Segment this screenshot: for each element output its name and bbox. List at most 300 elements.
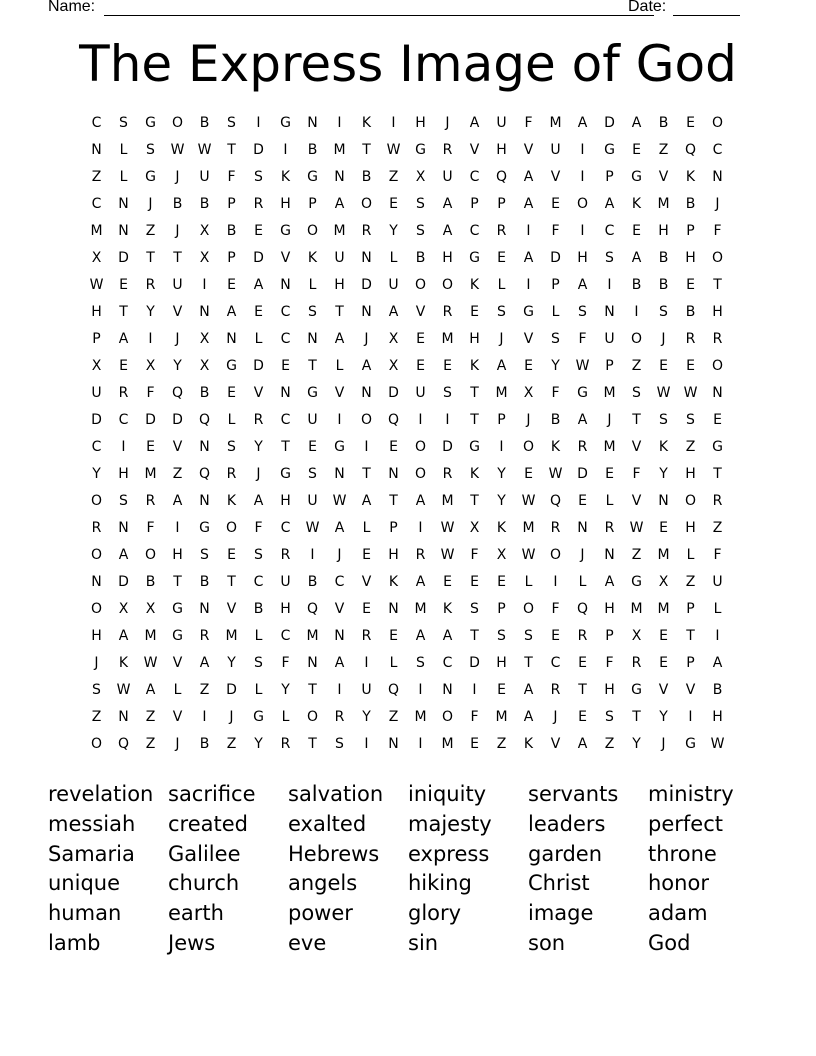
grid-letter: I: [310, 547, 315, 563]
grid-letter: X: [631, 628, 642, 644]
grid-letter: W: [521, 547, 536, 563]
grid-letter: U: [199, 169, 210, 185]
grid-letter: P: [308, 196, 317, 212]
date-label: Date:: [628, 0, 667, 15]
grid-letter: W: [143, 655, 158, 671]
grid-letter: I: [580, 169, 585, 185]
grid-letter: Z: [172, 466, 183, 482]
grid-letter: E: [659, 358, 668, 374]
grid-row: [83, 596, 731, 623]
grid-letter: O: [90, 547, 103, 563]
grid-letter: V: [280, 250, 291, 266]
grid-letter: S: [119, 115, 128, 131]
grid-letter: J: [661, 736, 666, 752]
grid-letter: D: [577, 466, 588, 482]
grid-letter: D: [604, 115, 615, 131]
grid-letter: V: [172, 655, 183, 671]
grid-letter: K: [658, 439, 669, 455]
grid-letter: A: [442, 628, 453, 644]
grid-letter: N: [226, 331, 237, 347]
word-list-item: hiking: [408, 871, 472, 896]
grid-letter: W: [629, 520, 644, 536]
grid-letter: V: [334, 601, 345, 617]
grid-letter: R: [280, 736, 291, 752]
grid-letter: A: [415, 574, 426, 590]
grid-letter: V: [172, 304, 183, 320]
grid-letter: D: [469, 655, 480, 671]
word-list-item: exalted: [288, 811, 367, 836]
grid-letter: B: [415, 250, 426, 266]
grid-letter: S: [254, 547, 263, 563]
grid-letter: H: [712, 304, 723, 320]
grid-letter: S: [146, 142, 155, 158]
grid-letter: D: [361, 277, 372, 293]
grid-row: [83, 110, 731, 137]
grid-letter: O: [522, 439, 535, 455]
grid-letter: R: [712, 331, 723, 347]
grid-letter: E: [686, 115, 695, 131]
grid-letter: M: [657, 601, 670, 617]
grid-letter: A: [415, 628, 426, 644]
grid-letter: H: [118, 466, 129, 482]
grid-letter: S: [308, 466, 317, 482]
grid-letter: O: [711, 115, 724, 131]
grid-letter: N: [118, 196, 129, 212]
grid-row: [83, 704, 731, 731]
grid-letter: T: [173, 250, 182, 266]
grid-letter: N: [604, 547, 615, 563]
grid-letter: J: [661, 331, 666, 347]
grid-letter: H: [415, 115, 426, 131]
grid-letter: X: [388, 331, 399, 347]
grid-letter: B: [145, 574, 156, 590]
grid-letter: B: [307, 574, 318, 590]
grid-letter: I: [148, 331, 153, 347]
grid-row: [83, 515, 731, 542]
grid-letter: T: [362, 466, 371, 482]
grid-letter: O: [711, 358, 724, 374]
grid-letter: E: [551, 196, 560, 212]
grid-letter: H: [442, 250, 453, 266]
grid-letter: I: [418, 682, 423, 698]
grid-letter: N: [91, 142, 102, 158]
grid-letter: J: [715, 196, 720, 212]
grid-letter: M: [441, 493, 454, 509]
grid-letter: C: [334, 574, 345, 590]
grid-letter: S: [632, 385, 641, 401]
grid-letter: F: [713, 547, 722, 563]
grid-letter: H: [685, 250, 696, 266]
grid-letter: D: [442, 439, 453, 455]
grid-letter: B: [658, 277, 669, 293]
word-list-item: messiah: [48, 811, 136, 836]
grid-letter: V: [334, 385, 345, 401]
grid-letter: Q: [684, 142, 697, 158]
grid-letter: O: [630, 331, 643, 347]
grid-letter: G: [685, 736, 696, 752]
grid-letter: S: [443, 385, 452, 401]
grid-letter: S: [200, 547, 209, 563]
grid-letter: W: [305, 520, 320, 536]
grid-letter: Y: [92, 466, 101, 482]
grid-letter: B: [226, 223, 237, 239]
grid-letter: U: [604, 331, 615, 347]
word-list-item: human: [48, 901, 122, 926]
grid-letter: Z: [91, 709, 102, 725]
grid-letter: I: [391, 115, 396, 131]
grid-row: [83, 488, 731, 515]
grid-letter: H: [604, 601, 615, 617]
grid-letter: S: [227, 115, 236, 131]
grid-letter: G: [415, 142, 426, 158]
grid-row: [83, 299, 731, 326]
grid-letter: T: [578, 682, 587, 698]
grid-row: [83, 218, 731, 245]
grid-letter: D: [118, 574, 129, 590]
grid-letter: E: [389, 196, 398, 212]
grid-letter: M: [414, 709, 427, 725]
grid-letter: R: [199, 628, 210, 644]
grid-letter: F: [551, 601, 560, 617]
grid-letter: W: [548, 466, 563, 482]
grid-letter: H: [658, 223, 669, 239]
grid-letter: O: [414, 439, 427, 455]
grid-letter: J: [337, 547, 342, 563]
grid-letter: G: [577, 385, 588, 401]
word-list-item: created: [168, 811, 248, 836]
grid-letter: L: [524, 574, 533, 590]
grid-letter: I: [418, 736, 423, 752]
grid-letter: Z: [685, 574, 696, 590]
grid-letter: L: [389, 250, 398, 266]
grid-letter: P: [686, 655, 695, 671]
grid-letter: N: [199, 601, 210, 617]
word-list-item: church: [168, 871, 240, 896]
grid-letter: L: [119, 142, 128, 158]
grid-letter: D: [550, 250, 561, 266]
word-list-item: salvation: [288, 782, 384, 806]
grid-letter: V: [523, 331, 534, 347]
grid-letter: A: [604, 574, 615, 590]
grid-letter: B: [685, 196, 696, 212]
grid-letter: F: [146, 520, 155, 536]
grid-letter: E: [497, 574, 506, 590]
grid-letter: E: [659, 520, 668, 536]
grid-letter: Z: [145, 223, 156, 239]
grid-letter: L: [686, 547, 695, 563]
grid-letter: U: [172, 277, 183, 293]
grid-letter: I: [202, 709, 207, 725]
grid-letter: E: [578, 493, 587, 509]
grid-letter: R: [253, 196, 264, 212]
grid-letter: Z: [631, 547, 642, 563]
grid-letter: W: [89, 277, 104, 293]
grid-letter: H: [604, 682, 615, 698]
grid-letter: N: [91, 574, 102, 590]
grid-letter: E: [659, 655, 668, 671]
grid-letter: E: [632, 142, 641, 158]
grid-letter: N: [388, 466, 399, 482]
grid-letter: P: [551, 277, 560, 293]
grid-letter: F: [713, 223, 722, 239]
word-list-item: Jews: [168, 930, 216, 955]
grid-letter: O: [171, 115, 184, 131]
grid-letter: Y: [497, 493, 506, 509]
grid-letter: R: [91, 520, 102, 536]
grid-letter: I: [364, 439, 369, 455]
grid-letter: I: [499, 439, 504, 455]
grid-letter: A: [469, 115, 480, 131]
word-list-item: servants: [528, 782, 619, 806]
grid-letter: G: [469, 250, 480, 266]
word-list-item: Hebrews: [288, 841, 380, 866]
word-list-item: Samaria: [48, 841, 135, 866]
grid-letter: F: [578, 331, 587, 347]
grid-letter: C: [469, 169, 480, 185]
grid-letter: C: [712, 142, 723, 158]
grid-letter: I: [445, 412, 450, 428]
grid-letter: X: [145, 601, 156, 617]
grid-letter: W: [440, 547, 455, 563]
grid-letter: Y: [227, 655, 236, 671]
grid-letter: I: [175, 520, 180, 536]
grid-letter: U: [280, 574, 291, 590]
word-list-item: earth: [168, 901, 224, 926]
grid-letter: D: [172, 412, 183, 428]
grid-letter: E: [578, 709, 587, 725]
grid-letter: V: [469, 142, 480, 158]
grid-letter: T: [470, 385, 479, 401]
grid-letter: F: [632, 466, 641, 482]
grid-letter: F: [146, 385, 155, 401]
grid-letter: X: [199, 223, 210, 239]
grid-letter: R: [442, 142, 453, 158]
grid-letter: I: [553, 574, 558, 590]
grid-letter: A: [523, 169, 534, 185]
grid-letter: K: [523, 736, 534, 752]
grid-letter: Y: [659, 466, 668, 482]
grid-letter: U: [496, 115, 507, 131]
grid-letter: B: [631, 277, 642, 293]
grid-letter: R: [604, 520, 615, 536]
grid-letter: I: [688, 709, 693, 725]
grid-letter: Z: [388, 169, 399, 185]
grid-letter: L: [254, 628, 263, 644]
grid-letter: Z: [604, 736, 615, 752]
grid-letter: N: [361, 304, 372, 320]
grid-letter: E: [416, 331, 425, 347]
grid-letter: U: [442, 169, 453, 185]
grid-letter: U: [361, 682, 372, 698]
grid-letter: I: [418, 412, 423, 428]
grid-letter: B: [199, 196, 210, 212]
grid-letter: M: [414, 601, 427, 617]
grid-letter: K: [631, 196, 642, 212]
grid-row: [83, 623, 731, 650]
grid-letter: R: [577, 439, 588, 455]
grid-letter: N: [280, 385, 291, 401]
grid-letter: G: [631, 169, 642, 185]
grid-letter: O: [90, 736, 103, 752]
grid-letter: N: [712, 385, 723, 401]
grid-letter: G: [172, 601, 183, 617]
grid-letter: Y: [497, 466, 506, 482]
grid-letter: Q: [198, 466, 211, 482]
grid-letter: B: [658, 115, 669, 131]
grid-letter: P: [389, 520, 398, 536]
grid-letter: L: [254, 331, 263, 347]
grid-letter: X: [469, 520, 480, 536]
grid-letter: J: [526, 412, 531, 428]
grid-letter: S: [470, 601, 479, 617]
grid-letter: N: [199, 439, 210, 455]
grid-letter: F: [470, 547, 479, 563]
grid-letter: L: [497, 277, 506, 293]
grid-letter: T: [308, 682, 317, 698]
grid-letter: S: [92, 682, 101, 698]
grid-letter: I: [337, 682, 342, 698]
grid-letter: R: [577, 628, 588, 644]
grid-letter: B: [172, 196, 183, 212]
grid-letter: A: [577, 736, 588, 752]
grid-letter: A: [361, 493, 372, 509]
grid-letter: R: [550, 520, 561, 536]
grid-letter: S: [227, 439, 236, 455]
word-list-item: garden: [528, 841, 603, 866]
grid-letter: P: [470, 196, 479, 212]
grid-letter: R: [280, 547, 291, 563]
grid-letter: N: [199, 304, 210, 320]
grid-letter: K: [496, 520, 507, 536]
grid-letter: P: [497, 412, 506, 428]
grid-letter: A: [145, 682, 156, 698]
grid-letter: P: [605, 169, 614, 185]
grid-letter: I: [634, 304, 639, 320]
grid-letter: E: [119, 277, 128, 293]
word-list-item: adam: [648, 901, 708, 926]
grid-letter: J: [445, 115, 450, 131]
grid-letter: L: [173, 682, 182, 698]
word-list-item: glory: [408, 901, 462, 926]
grid-letter: K: [442, 601, 453, 617]
grid-letter: Z: [631, 358, 642, 374]
grid-letter: P: [686, 223, 695, 239]
grid-letter: L: [254, 682, 263, 698]
grid-letter: Z: [145, 709, 156, 725]
grid-letter: M: [144, 466, 157, 482]
grid-letter: N: [280, 277, 291, 293]
grid-letter: N: [199, 493, 210, 509]
grid-letter: R: [442, 304, 453, 320]
grid-letter: N: [118, 709, 129, 725]
grid-letter: L: [362, 520, 371, 536]
grid-letter: A: [118, 331, 129, 347]
grid-letter: S: [416, 223, 425, 239]
grid-letter: S: [524, 628, 533, 644]
grid-row: [83, 407, 731, 434]
grid-letter: I: [472, 682, 477, 698]
grid-letter: G: [145, 169, 156, 185]
grid-letter: N: [361, 250, 372, 266]
grid-letter: A: [388, 304, 399, 320]
grid-letter: G: [172, 628, 183, 644]
grid-letter: N: [307, 655, 318, 671]
grid-letter: S: [605, 250, 614, 266]
grid-letter: C: [280, 628, 291, 644]
grid-letter: W: [683, 385, 698, 401]
grid-letter: K: [469, 466, 480, 482]
grid-letter: J: [580, 547, 585, 563]
grid-letter: W: [440, 520, 455, 536]
grid-letter: J: [256, 466, 261, 482]
grid-letter: O: [441, 709, 454, 725]
grid-letter: Z: [658, 142, 669, 158]
grid-letter: O: [306, 223, 319, 239]
grid-letter: V: [172, 709, 183, 725]
grid-letter: T: [146, 250, 155, 266]
grid-letter: D: [91, 412, 102, 428]
grid-letter: P: [686, 601, 695, 617]
grid-letter: E: [632, 223, 641, 239]
grid-letter: E: [227, 385, 236, 401]
grid-letter: S: [119, 493, 128, 509]
grid-letter: E: [389, 628, 398, 644]
grid-row: [83, 569, 731, 596]
grid-letter: I: [580, 142, 585, 158]
grid-letter: K: [118, 655, 129, 671]
grid-row: [83, 353, 731, 380]
grid-letter: H: [577, 250, 588, 266]
grid-letter: S: [551, 331, 560, 347]
grid-letter: L: [578, 574, 587, 590]
grid-letter: I: [526, 277, 531, 293]
grid-letter: B: [361, 169, 372, 185]
grid-letter: N: [712, 169, 723, 185]
grid-letter: N: [361, 385, 372, 401]
grid-letter: Y: [632, 736, 641, 752]
grid-letter: E: [227, 547, 236, 563]
grid-letter: G: [712, 439, 723, 455]
grid-letter: R: [415, 547, 426, 563]
grid-letter: M: [657, 196, 670, 212]
grid-letter: E: [470, 736, 479, 752]
grid-letter: T: [470, 493, 479, 509]
grid-letter: L: [227, 412, 236, 428]
grid-letter: Y: [254, 439, 263, 455]
grid-letter: T: [308, 358, 317, 374]
grid-letter: V: [550, 169, 561, 185]
grid-row: [83, 731, 731, 758]
grid-letter: C: [550, 655, 561, 671]
grid-letter: R: [253, 412, 264, 428]
grid-letter: C: [280, 304, 291, 320]
grid-letter: A: [334, 196, 345, 212]
grid-letter: T: [524, 655, 533, 671]
grid-letter: R: [631, 655, 642, 671]
grid-letter: A: [523, 709, 534, 725]
grid-letter: C: [280, 412, 291, 428]
grid-letter: O: [711, 250, 724, 266]
grid-letter: K: [280, 169, 291, 185]
word-list-item: iniquity: [408, 782, 487, 806]
grid-letter: X: [91, 250, 102, 266]
grid-letter: H: [280, 196, 291, 212]
grid-letter: F: [551, 385, 560, 401]
grid-letter: G: [145, 115, 156, 131]
grid-letter: O: [522, 601, 535, 617]
grid-letter: E: [254, 304, 263, 320]
grid-letter: B: [307, 142, 318, 158]
